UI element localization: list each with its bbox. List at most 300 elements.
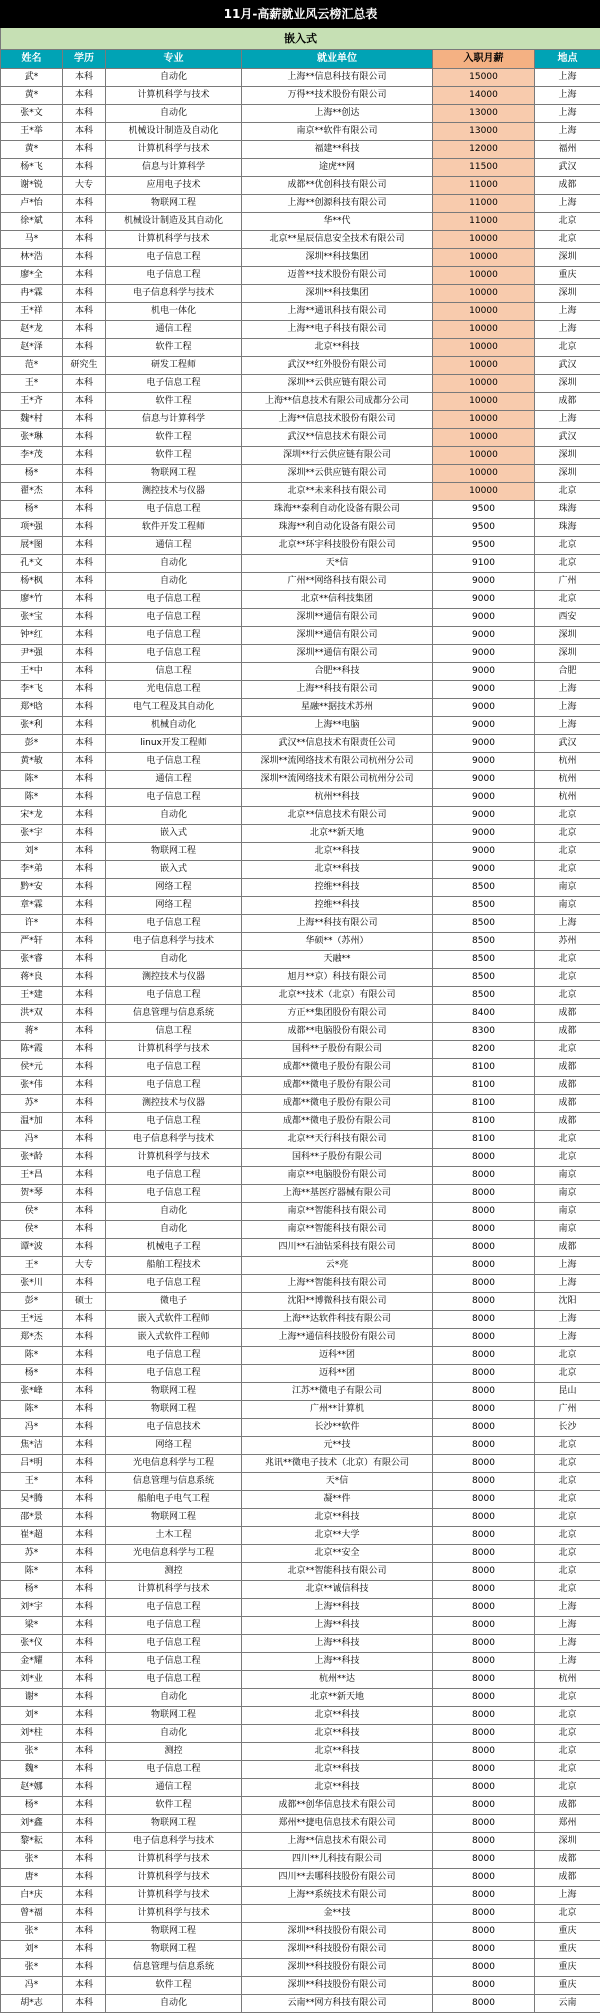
cell-major: 物联网工程 [106,1707,242,1725]
table-row [1,1941,600,1959]
cell-name: 展*图 [1,537,63,555]
cell-employer: 北京**环宇科技股份有限公司 [242,537,433,555]
cell-location: 武汉 [535,735,600,753]
cell-major: 电子信息工程 [106,1653,242,1671]
cell-employer: 北京**新天地 [242,1689,433,1707]
table-row [1,825,600,843]
cell-employer: 成都**电脑股份有限公司 [242,1023,433,1041]
cell-major: 网络工程 [106,1437,242,1455]
cell-salary: 9000 [433,591,535,609]
cell-location: 武汉 [535,429,600,447]
cell-location: 珠海 [535,501,600,519]
cell-major: 电子信息工程 [106,1635,242,1653]
cell-education: 研究生 [63,357,106,375]
table-row [1,1257,600,1275]
cell-name: 张*峰 [1,1383,63,1401]
cell-salary: 10000 [433,285,535,303]
cell-employer: 上海**科技 [242,1599,433,1617]
cell-name: 王* [1,375,63,393]
cell-name: 陈* [1,1563,63,1581]
cell-education: 本科 [63,195,106,213]
cell-salary: 8000 [433,1905,535,1923]
table-row [1,1995,600,2013]
cell-education: 本科 [63,1707,106,1725]
cell-employer: 深圳**科技股份有限公司 [242,1959,433,1977]
table-row [1,339,600,357]
cell-major: 计算机科学与技术 [106,1905,242,1923]
cell-major: 软件工程 [106,429,242,447]
cell-education: 本科 [63,1275,106,1293]
cell-name: 魏*村 [1,411,63,429]
table-row [1,69,600,87]
cell-name: 杨*枫 [1,573,63,591]
cell-location: 深圳 [535,375,600,393]
cell-name: 赵*娜 [1,1779,63,1797]
cell-employer: 北京**天行科技有限公司 [242,1131,433,1149]
table-row [1,1833,600,1851]
cell-location: 北京 [535,1707,600,1725]
cell-major: 软件工程 [106,1977,242,1995]
cell-salary: 9000 [433,843,535,861]
cell-name: 张*利 [1,717,63,735]
cell-education: 本科 [63,1113,106,1131]
table-row [1,1527,600,1545]
cell-location: 深圳 [535,249,600,267]
table-row [1,663,600,681]
cell-salary: 8000 [433,1239,535,1257]
cell-name: 苏* [1,1545,63,1563]
cell-location: 南京 [535,1167,600,1185]
cell-salary: 8000 [433,1635,535,1653]
cell-salary: 8000 [433,1509,535,1527]
cell-name: 王* [1,1257,63,1275]
cell-major: 信息工程 [106,663,242,681]
cell-location: 北京 [535,1689,600,1707]
cell-education: 本科 [63,951,106,969]
cell-salary: 9000 [433,771,535,789]
table-row [1,375,600,393]
table-row [1,1221,600,1239]
cell-education: 本科 [63,87,106,105]
cell-education: 本科 [63,1959,106,1977]
cell-name: 王* [1,1473,63,1491]
cell-name: 侯* [1,1203,63,1221]
cell-name: 廖*竹 [1,591,63,609]
cell-salary: 8000 [433,1347,535,1365]
cell-name: 张* [1,1923,63,1941]
table-row [1,195,600,213]
cell-name: 杨* [1,1365,63,1383]
table-row [1,1815,600,1833]
cell-salary: 9000 [433,609,535,627]
cell-salary: 8000 [433,1707,535,1725]
table-row [1,231,600,249]
cell-name: 张* [1,1743,63,1761]
cell-education: 本科 [63,501,106,519]
cell-location: 北京 [535,231,600,249]
cell-employer: 国科**子股份有限公司 [242,1149,433,1167]
cell-location: 北京 [535,807,600,825]
cell-education: 本科 [63,519,106,537]
cell-location: 深圳 [535,1833,600,1851]
cell-salary: 9000 [433,789,535,807]
cell-major: 计算机科学与技术 [106,1149,242,1167]
cell-name: 黄* [1,141,63,159]
cell-salary: 8000 [433,1257,535,1275]
table-row [1,1077,600,1095]
cell-major: 物联网工程 [106,1941,242,1959]
cell-education: 本科 [63,321,106,339]
cell-education: 本科 [63,699,106,717]
cell-education: 本科 [63,1491,106,1509]
cell-employer: 深圳**科技股份有限公司 [242,1923,433,1941]
cell-major: 计算机科学与技术 [106,141,242,159]
cell-location: 珠海 [535,519,600,537]
cell-salary: 11500 [433,159,535,177]
cell-name: 王*举 [1,123,63,141]
cell-name: 冯* [1,1977,63,1995]
cell-employer: 深圳**科技股份有限公司 [242,1977,433,1995]
cell-location: 南京 [535,1185,600,1203]
cell-salary: 8000 [433,1473,535,1491]
cell-major: 微电子 [106,1293,242,1311]
cell-name: 王*建 [1,987,63,1005]
cell-major: 电子信息工程 [106,375,242,393]
cell-employer: 成都**创华信息技术有限公司 [242,1797,433,1815]
table-row [1,627,600,645]
cell-location: 上海 [535,1599,600,1617]
cell-name: 张*仪 [1,1635,63,1653]
table-row [1,591,600,609]
table-row [1,735,600,753]
cell-name: 杨* [1,501,63,519]
cell-name: 黄* [1,87,63,105]
table-row [1,1887,600,1905]
cell-education: 本科 [63,1545,106,1563]
page-title: 11月-高薪就业风云榜汇总表 [1,1,600,28]
table-row [1,483,600,501]
cell-employer: 北京**未来科技有限公司 [242,483,433,501]
cell-education: 本科 [63,1059,106,1077]
cell-location: 上海 [535,411,600,429]
cell-location: 北京 [535,483,600,501]
cell-major: 电子信息工程 [106,645,242,663]
cell-employer: 北京**科技 [242,339,433,357]
table-row [1,771,600,789]
cell-name: 邵*景 [1,1509,63,1527]
cell-location: 上海 [535,321,600,339]
cell-major: 测控技术与仪器 [106,483,242,501]
cell-salary: 8000 [433,1275,535,1293]
cell-education: 本科 [63,1761,106,1779]
cell-education: 本科 [63,411,106,429]
table-row [1,573,600,591]
cell-employer: 上海**科技 [242,1653,433,1671]
cell-name: 黄*敏 [1,753,63,771]
table-row [1,1203,600,1221]
table-row [1,537,600,555]
cell-employer: 北京**诚信科技 [242,1581,433,1599]
cell-employer: 深圳**科技股份有限公司 [242,1941,433,1959]
cell-location: 北京 [535,1365,600,1383]
cell-major: 物联网工程 [106,1383,242,1401]
cell-name: 卢*怡 [1,195,63,213]
cell-employer: 上海**信息科技有限公司 [242,69,433,87]
cell-name: 范* [1,357,63,375]
cell-education: 本科 [63,1635,106,1653]
cell-employer: 北京**大学 [242,1527,433,1545]
cell-employer: 深圳**云供应链有限公司 [242,465,433,483]
cell-name: 焦*洁 [1,1437,63,1455]
cell-education: 本科 [63,1005,106,1023]
cell-employer: 北京**信科技集团 [242,591,433,609]
cell-name: 王*中 [1,663,63,681]
cell-name: 杨* [1,1581,63,1599]
cell-major: 软件工程 [106,1797,242,1815]
cell-education: 本科 [63,1995,106,2013]
cell-employer: 四川**去哪科技股份有限公司 [242,1869,433,1887]
cell-education: 本科 [63,753,106,771]
cell-education: 本科 [63,123,106,141]
cell-major: 软件工程 [106,447,242,465]
cell-employer: 深圳**通信有限公司 [242,627,433,645]
cell-location: 上海 [535,1275,600,1293]
cell-name: 谢* [1,1689,63,1707]
table-row [1,753,600,771]
cell-name: 谢*锐 [1,177,63,195]
cell-location: 上海 [535,1329,600,1347]
cell-salary: 8000 [433,1869,535,1887]
cell-major: 信息管理与信息系统 [106,1473,242,1491]
cell-salary: 8000 [433,1941,535,1959]
cell-education: 本科 [63,1527,106,1545]
table-row [1,1923,600,1941]
cell-salary: 8000 [433,1581,535,1599]
cell-salary: 12000 [433,141,535,159]
cell-education: 本科 [63,537,106,555]
cell-education: 本科 [63,1671,106,1689]
cell-location: 杭州 [535,753,600,771]
cell-name: 武* [1,69,63,87]
cell-name: 王*昌 [1,1167,63,1185]
table-row [1,789,600,807]
cell-education: 本科 [63,447,106,465]
cell-salary: 8100 [433,1059,535,1077]
cell-education: 本科 [63,573,106,591]
table-row [1,807,600,825]
cell-education: 本科 [63,1095,106,1113]
cell-employer: 上海**系统技术有限公司 [242,1887,433,1905]
cell-location: 深圳 [535,285,600,303]
cell-employer: 杭州**达 [242,1671,433,1689]
cell-name: 刘* [1,1707,63,1725]
cell-education: 本科 [63,1815,106,1833]
table-row [1,123,600,141]
cell-education: 本科 [63,843,106,861]
cell-major: 物联网工程 [106,465,242,483]
cell-salary: 8000 [433,1833,535,1851]
cell-name: 马* [1,231,63,249]
cell-location: 重庆 [535,1977,600,1995]
cell-education: 本科 [63,1779,106,1797]
cell-education: 本科 [63,1239,106,1257]
cell-salary: 9000 [433,753,535,771]
cell-major: 通信工程 [106,771,242,789]
table-row [1,1185,600,1203]
cell-major: 光电信息科学与工程 [106,1545,242,1563]
cell-major: 应用电子技术 [106,177,242,195]
cell-education: 本科 [63,339,106,357]
cell-major: 自动化 [106,69,242,87]
cell-name: 林*浩 [1,249,63,267]
cell-employer: 南京**智能科技有限公司 [242,1221,433,1239]
cell-location: 上海 [535,699,600,717]
table-row [1,1689,600,1707]
cell-name: 张*文 [1,105,63,123]
col-header-salary: 入职月薪 [433,50,535,69]
table-row [1,1653,600,1671]
cell-location: 北京 [535,1149,600,1167]
cell-salary: 8000 [433,1815,535,1833]
cell-salary: 8100 [433,1095,535,1113]
cell-major: 电子信息工程 [106,1617,242,1635]
cell-education: 本科 [63,987,106,1005]
cell-education: 本科 [63,1887,106,1905]
cell-salary: 9100 [433,555,535,573]
cell-education: 本科 [63,717,106,735]
cell-salary: 10000 [433,483,535,501]
cell-salary: 8000 [433,1365,535,1383]
cell-education: 本科 [63,1419,106,1437]
cell-major: 通信工程 [106,537,242,555]
cell-salary: 10000 [433,447,535,465]
cell-salary: 10000 [433,303,535,321]
cell-employer: 福建**科技 [242,141,433,159]
table-row [1,1095,600,1113]
cell-education: 硕士 [63,1293,106,1311]
cell-major: 电子信息工程 [106,267,242,285]
cell-education: 本科 [63,1041,106,1059]
cell-education: 本科 [63,663,106,681]
cell-location: 北京 [535,1545,600,1563]
cell-location: 上海 [535,915,600,933]
cell-name: 徐*斌 [1,213,63,231]
cell-salary: 8500 [433,933,535,951]
cell-employer: 上海**信息技术股份有限公司 [242,411,433,429]
cell-location: 上海 [535,681,600,699]
cell-employer: 天*信 [242,555,433,573]
cell-salary: 8100 [433,1077,535,1095]
cell-salary: 8000 [433,1221,535,1239]
cell-name: 温*加 [1,1113,63,1131]
cell-location: 成都 [535,393,600,411]
cell-education: 大专 [63,177,106,195]
cell-employer: 国科**子股份有限公司 [242,1041,433,1059]
cell-major: 机械设计制造及自动化 [106,123,242,141]
table-row [1,429,600,447]
cell-education: 本科 [63,1311,106,1329]
cell-salary: 13000 [433,123,535,141]
cell-employer: 方正**集团股份有限公司 [242,1005,433,1023]
cell-location: 重庆 [535,267,600,285]
cell-employer: 北京**信息技术有限公司 [242,807,433,825]
cell-major: 电子信息工程 [106,1185,242,1203]
cell-major: 光电信息科学与工程 [106,1455,242,1473]
cell-salary: 8000 [433,1293,535,1311]
cell-major: 自动化 [106,1689,242,1707]
cell-major: 电子信息工程 [106,1347,242,1365]
table-row [1,519,600,537]
cell-salary: 10000 [433,465,535,483]
cell-major: 电子信息技术 [106,1419,242,1437]
cell-major: 计算机科学与技术 [106,1887,242,1905]
cell-name: 赵*龙 [1,321,63,339]
cell-location: 南京 [535,897,600,915]
cell-employer: 上海**智能科技有限公司 [242,1275,433,1293]
cell-major: 自动化 [106,1725,242,1743]
cell-major: 计算机科学与技术 [106,1869,242,1887]
cell-employer: 四川**儿科技有限公司 [242,1851,433,1869]
cell-employer: 云*亮 [242,1257,433,1275]
cell-employer: 北京**科技 [242,843,433,861]
cell-location: 杭州 [535,1671,600,1689]
cell-name: 崔*超 [1,1527,63,1545]
cell-salary: 8000 [433,1455,535,1473]
cell-name: 李*飞 [1,681,63,699]
cell-education: 本科 [63,1221,106,1239]
cell-location: 郑州 [535,1815,600,1833]
cell-salary: 8000 [433,1599,535,1617]
cell-employer: 华**代 [242,213,433,231]
cell-major: 自动化 [106,555,242,573]
cell-education: 本科 [63,681,106,699]
cell-education: 本科 [63,825,106,843]
cell-major: 电子信息工程 [106,1365,242,1383]
cell-employer: 北京**科技 [242,1779,433,1797]
cell-major: 计算机科学与技术 [106,1851,242,1869]
table-row [1,1401,600,1419]
cell-education: 本科 [63,1923,106,1941]
cell-education: 本科 [63,105,106,123]
cell-employer: 兆讯**微电子技术（北京）有限公司 [242,1455,433,1473]
cell-education: 本科 [63,1203,106,1221]
cell-education: 本科 [63,1599,106,1617]
table-row [1,1419,600,1437]
cell-salary: 9000 [433,825,535,843]
cell-major: 电子信息工程 [106,249,242,267]
cell-major: 软件工程 [106,339,242,357]
cell-major: 电子信息工程 [106,501,242,519]
cell-employer: 四川**石油钻采科技有限公司 [242,1239,433,1257]
cell-education: 本科 [63,1581,106,1599]
table-row [1,1167,600,1185]
cell-major: 电气工程及其自动化 [106,699,242,717]
cell-salary: 8400 [433,1005,535,1023]
cell-location: 上海 [535,1635,600,1653]
cell-location: 成都 [535,1797,600,1815]
cell-name: 黎*耘 [1,1833,63,1851]
cell-employer: 武汉**信息技术有限公司 [242,429,433,447]
cell-major: 计算机科学与技术 [106,231,242,249]
table-row [1,897,600,915]
cell-education: 本科 [63,1941,106,1959]
table-row [1,987,600,1005]
cell-name: 陈* [1,771,63,789]
table-row [1,105,600,123]
cell-major: 物联网工程 [106,1815,242,1833]
cell-salary: 15000 [433,69,535,87]
cell-employer: 星融**据技术苏州 [242,699,433,717]
